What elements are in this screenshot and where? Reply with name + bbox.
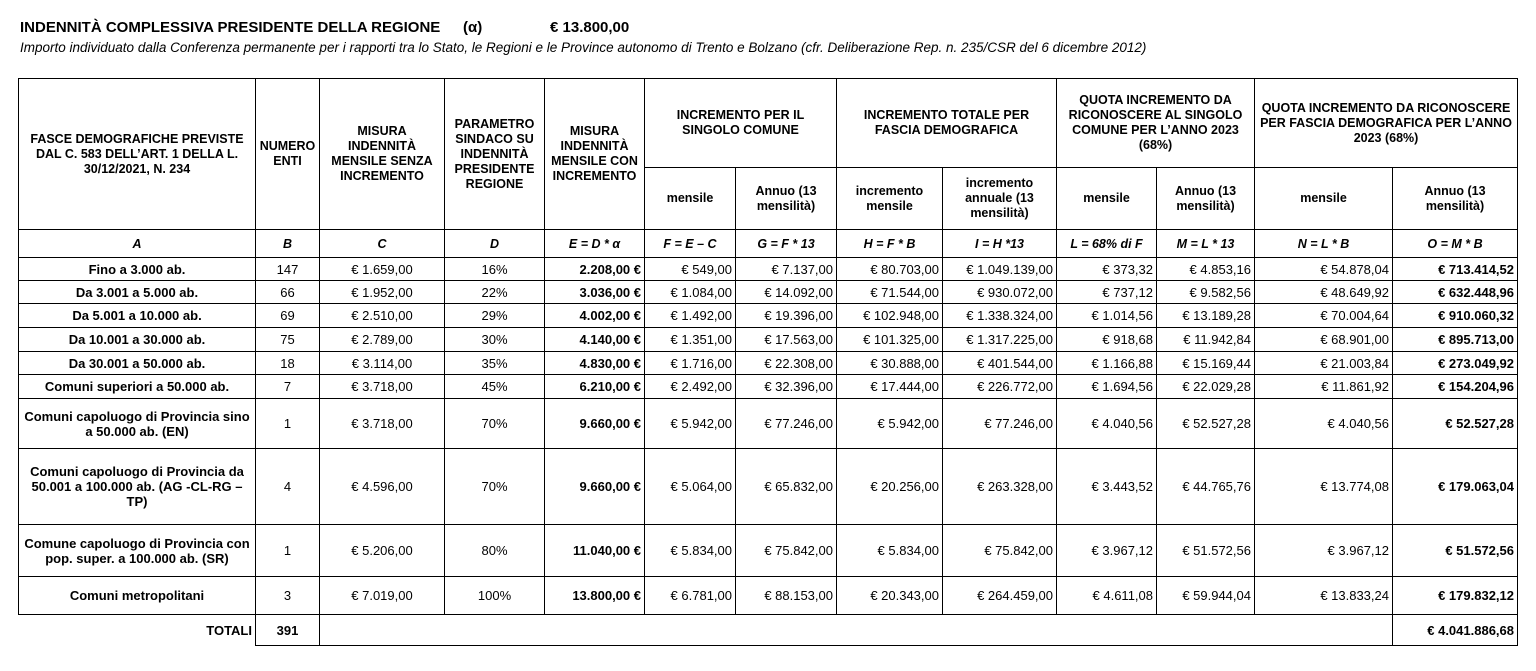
cell-e: 4.140,00 €: [545, 328, 645, 352]
cell-label: Comuni capoluogo di Provincia sino a 50.000 ab. (EN): [19, 399, 256, 449]
cell-label: Comuni superiori a 50.000 ab.: [19, 375, 256, 399]
cell-h: € 80.703,00: [837, 258, 943, 281]
cell-i: € 226.772,00: [943, 375, 1057, 399]
cell-n: € 4.040,56: [1255, 399, 1393, 449]
cell-f: € 1.351,00: [645, 328, 736, 352]
table-row: [19, 304, 1518, 328]
cell-l: € 737,12: [1057, 281, 1157, 304]
cell-h: € 20.343,00: [837, 577, 943, 615]
formula-cell: F = E – C: [645, 230, 736, 258]
subheader-h-incr-mensile: incremento mensile: [837, 168, 943, 230]
cell-o: € 179.832,12: [1393, 577, 1518, 615]
formula-cell: A: [19, 230, 256, 258]
cell-d: 80%: [445, 525, 545, 577]
cell-i: € 264.459,00: [943, 577, 1057, 615]
cell-m: € 13.189,28: [1157, 304, 1255, 328]
cell-e: 4.830,00 €: [545, 352, 645, 375]
table-row: [19, 352, 1518, 375]
cell-m: € 44.765,76: [1157, 449, 1255, 525]
cell-d: 70%: [445, 399, 545, 449]
cell-c: € 3.718,00: [320, 399, 445, 449]
cell-e: 9.660,00 €: [545, 399, 645, 449]
table-row: [19, 281, 1518, 304]
cell-d: 16%: [445, 258, 545, 281]
cell-l: € 4.611,08: [1057, 577, 1157, 615]
cell-n: € 68.901,00: [1255, 328, 1393, 352]
cell-o: € 179.063,04: [1393, 449, 1518, 525]
totals-amount: € 4.041.886,68: [1393, 615, 1518, 646]
cell-i: € 1.317.225,00: [943, 328, 1057, 352]
cell-m: € 52.527,28: [1157, 399, 1255, 449]
cell-h: € 30.888,00: [837, 352, 943, 375]
cell-e: 2.208,00 €: [545, 258, 645, 281]
title-text: INDENNITÀ COMPLESSIVA PRESIDENTE DELLA REGIONE: [20, 19, 441, 36]
formula-row: [19, 230, 1518, 258]
table-row: [19, 375, 1518, 399]
cell-d: 29%: [445, 304, 545, 328]
cell-m: € 15.169,44: [1157, 352, 1255, 375]
cell-m: € 59.944,04: [1157, 577, 1255, 615]
cell-label: Comuni capoluogo di Provincia da 50.001 a 100.000 ab. (AG -CL-RG – TP): [19, 449, 256, 525]
cell-i: € 401.544,00: [943, 352, 1057, 375]
formula-cell: G = F * 13: [736, 230, 837, 258]
cell-f: € 549,00: [645, 258, 736, 281]
cell-b: 18: [256, 352, 320, 375]
cell-f: € 1.716,00: [645, 352, 736, 375]
cell-c: € 3.718,00: [320, 375, 445, 399]
cell-l: € 1.166,88: [1057, 352, 1157, 375]
table-row: [19, 328, 1518, 352]
cell-f: € 1.084,00: [645, 281, 736, 304]
cell-c: € 1.952,00: [320, 281, 445, 304]
document-subtitle: Importo individuato dalla Conferenza permanente per i rapporti tra lo Stato, le Regioni e le Province autonomo di Trento e Bolzano (cfr. Deliberazione Rep. n. 235/CSR del 6 dicembre 2012): [20, 40, 1147, 55]
cell-c: € 4.596,00: [320, 449, 445, 525]
cell-l: € 3.443,52: [1057, 449, 1157, 525]
table-row: [19, 449, 1518, 525]
cell-h: € 102.948,00: [837, 304, 943, 328]
cell-d: 100%: [445, 577, 545, 615]
cell-g: € 65.832,00: [736, 449, 837, 525]
cell-d: 70%: [445, 449, 545, 525]
cell-n: € 70.004,64: [1255, 304, 1393, 328]
totals-spacer: [320, 615, 1393, 646]
indennita-table: [18, 78, 1518, 646]
cell-b: 147: [256, 258, 320, 281]
cell-label: Fino a 3.000 ab.: [19, 258, 256, 281]
cell-g: € 32.396,00: [736, 375, 837, 399]
cell-l: € 918,68: [1057, 328, 1157, 352]
cell-e: 11.040,00 €: [545, 525, 645, 577]
cell-h: € 71.544,00: [837, 281, 943, 304]
subheader-l-mensile: mensile: [1057, 168, 1157, 230]
cell-b: 66: [256, 281, 320, 304]
cell-o: € 51.572,56: [1393, 525, 1518, 577]
totals-label: TOTALI: [206, 622, 252, 638]
cell-n: € 21.003,84: [1255, 352, 1393, 375]
table-row: [19, 399, 1518, 449]
formula-cell: D: [445, 230, 545, 258]
cell-h: € 5.834,00: [837, 525, 943, 577]
cell-g: € 75.842,00: [736, 525, 837, 577]
cell-f: € 1.492,00: [645, 304, 736, 328]
formula-cell: H = F * B: [837, 230, 943, 258]
cell-f: € 5.064,00: [645, 449, 736, 525]
cell-b: 1: [256, 399, 320, 449]
header-quota-singolo: QUOTA INCREMENTO DA RICONOSCERE AL SINGOLO COMUNE PER L’ANNO 2023 (68%): [1057, 79, 1255, 168]
formula-cell: I = H *13: [943, 230, 1057, 258]
cell-f: € 5.942,00: [645, 399, 736, 449]
header-misura-con: MISURA INDENNITÀ MENSILE CON INCREMENTO: [545, 79, 645, 230]
cell-i: € 930.072,00: [943, 281, 1057, 304]
cell-g: € 77.246,00: [736, 399, 837, 449]
cell-m: € 9.582,56: [1157, 281, 1255, 304]
cell-e: 13.800,00 €: [545, 577, 645, 615]
subheader-n-mensile: mensile: [1255, 168, 1393, 230]
cell-m: € 4.853,16: [1157, 258, 1255, 281]
cell-f: € 5.834,00: [645, 525, 736, 577]
subheader-o-annuo: Annuo (13 mensilità): [1393, 168, 1518, 230]
cell-n: € 3.967,12: [1255, 525, 1393, 577]
cell-b: 75: [256, 328, 320, 352]
cell-g: € 19.396,00: [736, 304, 837, 328]
cell-i: € 75.842,00: [943, 525, 1057, 577]
subheader-m-annuo: Annuo (13 mensilità): [1157, 168, 1255, 230]
formula-cell: E = D * α: [545, 230, 645, 258]
formula-cell: B: [256, 230, 320, 258]
cell-c: € 7.019,00: [320, 577, 445, 615]
cell-g: € 22.308,00: [736, 352, 837, 375]
cell-f: € 6.781,00: [645, 577, 736, 615]
cell-n: € 11.861,92: [1255, 375, 1393, 399]
cell-b: 69: [256, 304, 320, 328]
cell-g: € 17.563,00: [736, 328, 837, 352]
cell-o: € 154.204,96: [1393, 375, 1518, 399]
cell-l: € 4.040,56: [1057, 399, 1157, 449]
totals-row: [19, 615, 1518, 646]
cell-o: € 713.414,52: [1393, 258, 1518, 281]
cell-n: € 54.878,04: [1255, 258, 1393, 281]
cell-g: € 88.153,00: [736, 577, 837, 615]
cell-h: € 20.256,00: [837, 449, 943, 525]
formula-cell: M = L * 13: [1157, 230, 1255, 258]
cell-b: 3: [256, 577, 320, 615]
alpha-symbol: (α): [463, 19, 483, 36]
cell-l: € 1.014,56: [1057, 304, 1157, 328]
cell-i: € 1.338.324,00: [943, 304, 1057, 328]
cell-d: 22%: [445, 281, 545, 304]
header-parametro: PARAMETRO SINDACO SU INDENNITÀ PRESIDENTE REGIONE: [445, 79, 545, 230]
formula-cell: N = L * B: [1255, 230, 1393, 258]
cell-b: 4: [256, 449, 320, 525]
formula-cell: C: [320, 230, 445, 258]
subheader-f-mensile: mensile: [645, 168, 736, 230]
cell-h: € 17.444,00: [837, 375, 943, 399]
cell-n: € 13.774,08: [1255, 449, 1393, 525]
cell-label: Comuni metropolitani: [19, 577, 256, 615]
cell-g: € 7.137,00: [736, 258, 837, 281]
cell-m: € 22.029,28: [1157, 375, 1255, 399]
cell-n: € 48.649,92: [1255, 281, 1393, 304]
totals-enti: 391: [256, 615, 320, 646]
cell-n: € 13.833,24: [1255, 577, 1393, 615]
header-incr-totale: INCREMENTO TOTALE PER FASCIA DEMOGRAFICA: [837, 79, 1057, 168]
cell-c: € 3.114,00: [320, 352, 445, 375]
cell-o: € 273.049,92: [1393, 352, 1518, 375]
header-fasce: FASCE DEMOGRAFICHE PREVISTE DAL C. 583 DELL’ART. 1 DELLA L. 30/12/2021, N. 234: [19, 79, 256, 230]
cell-o: € 910.060,32: [1393, 304, 1518, 328]
cell-h: € 5.942,00: [837, 399, 943, 449]
cell-i: € 1.049.139,00: [943, 258, 1057, 281]
formula-cell: O = M * B: [1393, 230, 1518, 258]
cell-m: € 11.942,84: [1157, 328, 1255, 352]
cell-o: € 632.448,96: [1393, 281, 1518, 304]
cell-label: Comune capoluogo di Provincia con pop. super. a 100.000 ab. (SR): [19, 525, 256, 577]
cell-b: 1: [256, 525, 320, 577]
cell-c: € 2.510,00: [320, 304, 445, 328]
cell-label: Da 5.001 a 10.000 ab.: [19, 304, 256, 328]
cell-d: 45%: [445, 375, 545, 399]
subheader-g-annuo: Annuo (13 mensilità): [736, 168, 837, 230]
subheader-i-incr-annuale: incremento annuale (13 mensilità): [943, 168, 1057, 230]
cell-c: € 1.659,00: [320, 258, 445, 281]
cell-h: € 101.325,00: [837, 328, 943, 352]
cell-o: € 52.527,28: [1393, 399, 1518, 449]
cell-e: 3.036,00 €: [545, 281, 645, 304]
cell-label: Da 30.001 a 50.000 ab.: [19, 352, 256, 375]
cell-label: Da 10.001 a 30.000 ab.: [19, 328, 256, 352]
table-row: [19, 258, 1518, 281]
cell-g: € 14.092,00: [736, 281, 837, 304]
cell-b: 7: [256, 375, 320, 399]
title-amount: € 13.800,00: [550, 19, 630, 36]
cell-o: € 895.713,00: [1393, 328, 1518, 352]
cell-l: € 373,32: [1057, 258, 1157, 281]
table-row: [19, 577, 1518, 615]
header-quota-fascia: QUOTA INCREMENTO DA RICONOSCERE PER FASCIA DEMOGRAFICA PER L’ANNO 2023 (68%): [1255, 79, 1518, 168]
header-numero-enti: NUMERO ENTI: [256, 79, 320, 230]
cell-label: Da 3.001 a 5.000 ab.: [19, 281, 256, 304]
cell-d: 30%: [445, 328, 545, 352]
cell-f: € 2.492,00: [645, 375, 736, 399]
cell-i: € 77.246,00: [943, 399, 1057, 449]
cell-l: € 1.694,56: [1057, 375, 1157, 399]
header-incr-singolo: INCREMENTO PER IL SINGOLO COMUNE: [645, 79, 837, 168]
cell-l: € 3.967,12: [1057, 525, 1157, 577]
cell-i: € 263.328,00: [943, 449, 1057, 525]
table-row: [19, 525, 1518, 577]
formula-cell: L = 68% di F: [1057, 230, 1157, 258]
cell-e: 9.660,00 €: [545, 449, 645, 525]
cell-d: 35%: [445, 352, 545, 375]
cell-c: € 2.789,00: [320, 328, 445, 352]
cell-e: 4.002,00 €: [545, 304, 645, 328]
header-misura-senza: MISURA INDENNITÀ MENSILE SENZA INCREMENTO: [320, 79, 445, 230]
cell-e: 6.210,00 €: [545, 375, 645, 399]
cell-c: € 5.206,00: [320, 525, 445, 577]
cell-m: € 51.572,56: [1157, 525, 1255, 577]
